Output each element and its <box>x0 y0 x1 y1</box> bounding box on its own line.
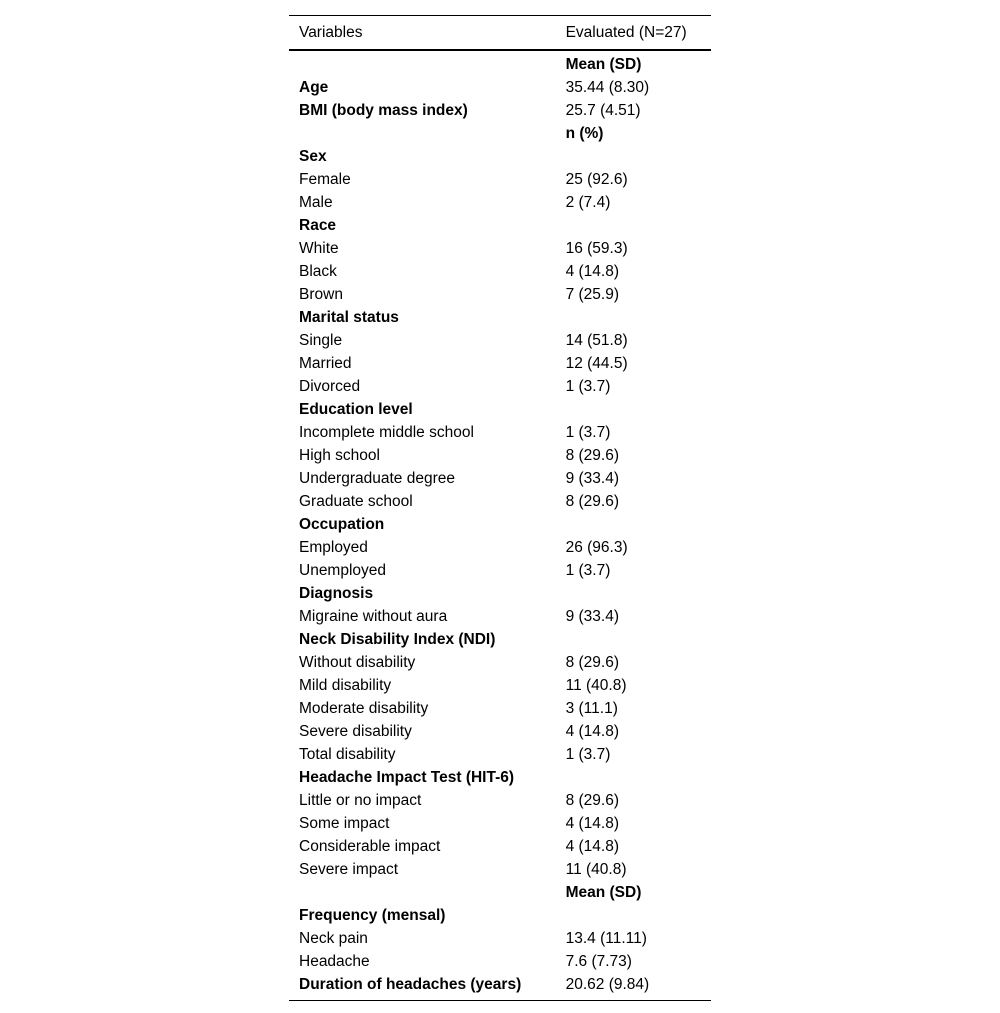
table-row <box>289 329 711 352</box>
value-cell: 8 (29.6) <box>565 447 620 464</box>
value-cell: 4 (14.8) <box>565 263 620 280</box>
table-row <box>289 904 711 927</box>
variable-cell: Some impact <box>299 815 390 832</box>
value-cell: 8 (29.6) <box>565 792 620 809</box>
variable-cell: Moderate disability <box>299 700 429 717</box>
value-cell: Mean (SD) <box>565 884 642 901</box>
variable-cell: White <box>299 240 339 257</box>
value-cell: 16 (59.3) <box>565 240 628 257</box>
value-cell <box>556 628 711 651</box>
table-row <box>289 214 711 237</box>
variable-cell: Total disability <box>299 746 396 763</box>
value-cell <box>556 145 711 168</box>
value-cell <box>556 214 711 237</box>
table-row <box>289 651 711 674</box>
table-row <box>289 513 711 536</box>
table-row <box>289 122 711 145</box>
table-row <box>289 812 711 835</box>
value-cell: 12 (44.5) <box>565 355 628 372</box>
variable-cell: Migraine without aura <box>299 608 448 625</box>
table-header <box>289 16 711 51</box>
value-cell: 4 (14.8) <box>565 723 620 740</box>
value-cell: 9 (33.4) <box>565 470 620 487</box>
value-cell: 25.7 (4.51) <box>565 102 641 119</box>
variable-cell: Sex <box>299 148 327 165</box>
table-row <box>289 674 711 697</box>
table-row <box>289 835 711 858</box>
variable-cell: Diagnosis <box>299 585 374 602</box>
value-cell: 2 (7.4) <box>565 194 611 211</box>
value-cell: 9 (33.4) <box>565 608 620 625</box>
variable-cell: Occupation <box>299 516 385 533</box>
value-cell: 7.6 (7.73) <box>565 953 632 970</box>
variable-cell: Black <box>299 263 337 280</box>
value-cell <box>556 766 711 789</box>
table-row <box>289 720 711 743</box>
table-row <box>289 858 711 881</box>
value-cell: 35.44 (8.30) <box>565 79 650 96</box>
variable-cell <box>289 122 556 145</box>
table-row <box>289 444 711 467</box>
value-cell <box>556 513 711 536</box>
variable-cell: Single <box>299 332 343 349</box>
variable-cell: BMI (body mass index) <box>299 102 468 119</box>
table-row <box>289 881 711 904</box>
value-cell: 8 (29.6) <box>565 493 620 510</box>
header-variables: Variables <box>299 24 363 41</box>
value-cell: 14 (51.8) <box>565 332 628 349</box>
table-row <box>289 398 711 421</box>
value-cell: 8 (29.6) <box>565 654 620 671</box>
variable-cell: Frequency (mensal) <box>299 907 446 924</box>
table-row <box>289 99 711 122</box>
variable-cell: Severe impact <box>299 861 399 878</box>
demographics-table-container <box>289 15 711 1001</box>
variable-cell: Little or no impact <box>299 792 422 809</box>
variable-cell: Race <box>299 217 337 234</box>
table-row <box>289 789 711 812</box>
table-row <box>289 697 711 720</box>
header-evaluated: Evaluated (N=27) <box>565 24 687 41</box>
variable-cell: Unemployed <box>299 562 387 579</box>
value-cell: 1 (3.7) <box>565 424 611 441</box>
value-cell: 26 (96.3) <box>565 539 628 556</box>
value-cell <box>556 904 711 927</box>
table-row <box>289 375 711 398</box>
value-cell: 11 (40.8) <box>565 861 627 878</box>
table-row <box>289 76 711 99</box>
value-cell <box>556 398 711 421</box>
table-row <box>289 559 711 582</box>
variable-cell: Married <box>299 355 352 372</box>
variable-cell: Female <box>299 171 351 188</box>
variable-cell: Without disability <box>299 654 416 671</box>
table-row <box>289 628 711 651</box>
value-cell: 1 (3.7) <box>565 562 611 579</box>
table-row <box>289 973 711 1001</box>
variable-cell: Brown <box>299 286 343 303</box>
table-row <box>289 283 711 306</box>
table-row <box>289 260 711 283</box>
value-cell <box>556 306 711 329</box>
table-row <box>289 237 711 260</box>
table-row <box>289 306 711 329</box>
variable-cell: Neck pain <box>299 930 368 947</box>
demographics-table <box>289 15 711 1001</box>
variable-cell: Employed <box>299 539 368 556</box>
table-row <box>289 950 711 973</box>
variable-cell: Age <box>299 79 329 96</box>
table-row <box>289 536 711 559</box>
value-cell: 25 (92.6) <box>565 171 628 188</box>
variable-cell: Duration of headaches (years) <box>299 976 522 993</box>
variable-cell: Divorced <box>299 378 361 395</box>
header-row <box>289 16 711 51</box>
table-row <box>289 927 711 950</box>
variable-cell <box>289 881 556 904</box>
table-row <box>289 490 711 513</box>
table-row <box>289 582 711 605</box>
value-cell: 4 (14.8) <box>565 838 620 855</box>
variable-cell: Headache Impact Test (HIT-6) <box>299 769 515 786</box>
value-cell: Mean (SD) <box>565 56 642 73</box>
value-cell: 20.62 (9.84) <box>565 976 650 993</box>
variable-cell: Severe disability <box>299 723 412 740</box>
variable-cell: Headache <box>299 953 370 970</box>
table-body <box>289 50 711 1001</box>
table-row <box>289 743 711 766</box>
value-cell <box>556 582 711 605</box>
value-cell: 3 (11.1) <box>565 700 618 717</box>
value-cell: 13.4 (11.11) <box>565 930 647 947</box>
value-cell: 4 (14.8) <box>565 815 620 832</box>
table-row <box>289 766 711 789</box>
table-row <box>289 50 711 76</box>
variable-cell: High school <box>299 447 380 464</box>
variable-cell: Marital status <box>299 309 399 326</box>
variable-cell: Considerable impact <box>299 838 441 855</box>
variable-cell: Incomplete middle school <box>299 424 474 441</box>
table-row <box>289 605 711 628</box>
table-row <box>289 467 711 490</box>
table-row <box>289 168 711 191</box>
table-row <box>289 352 711 375</box>
variable-cell: Undergraduate degree <box>299 470 455 487</box>
variable-cell: Graduate school <box>299 493 413 510</box>
table-row <box>289 421 711 444</box>
value-cell: 7 (25.9) <box>565 286 620 303</box>
variable-cell: Mild disability <box>299 677 392 694</box>
variable-cell: Education level <box>299 401 413 418</box>
variable-cell: Neck Disability Index (NDI) <box>299 631 496 648</box>
table-row <box>289 145 711 168</box>
value-cell: 1 (3.7) <box>565 746 611 763</box>
value-cell: n (%) <box>565 125 604 142</box>
table-row <box>289 191 711 214</box>
variable-cell: Male <box>299 194 333 211</box>
variable-cell <box>289 50 556 76</box>
value-cell: 1 (3.7) <box>565 378 611 395</box>
value-cell: 11 (40.8) <box>565 677 627 694</box>
